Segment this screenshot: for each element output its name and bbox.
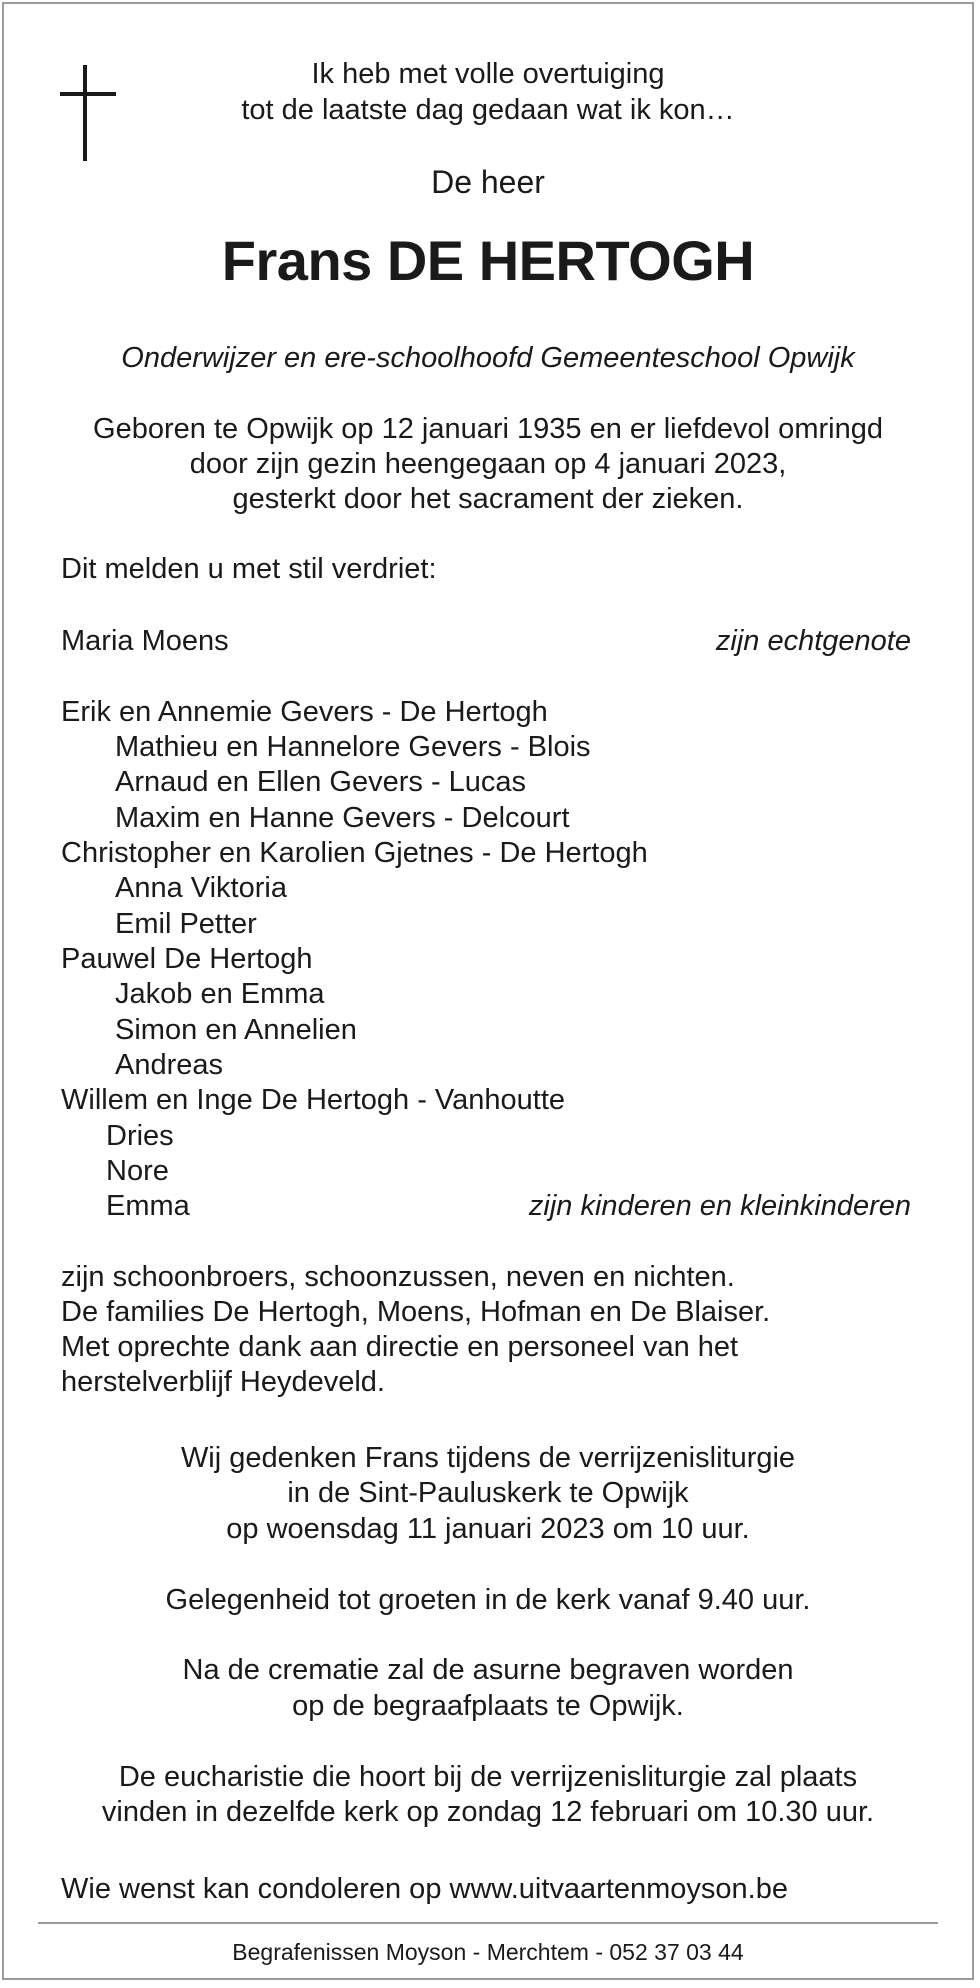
extended-family-line: De families De Hertogh, Moens, Hofman en De Blaiser.	[61, 1296, 771, 1328]
family-line: Emil Petter	[115, 908, 257, 940]
burial-line-1: Na de crematie zal de asurne begraven worden	[182, 1654, 794, 1686]
eucharist-line-2: vinden in dezelfde kerk op zondag 12 februari om 10.30 uur.	[101, 1796, 875, 1828]
eucharist-line-1: De eucharistie die hoort bij de verrijzenisliturgie zal plaats	[118, 1761, 858, 1793]
family-line: Jakob en Emma	[115, 978, 325, 1010]
service-line-2: in de Sint-Pauluskerk te Opwijk	[287, 1477, 689, 1509]
announcement-intro: Dit melden u met stil verdriet:	[61, 553, 437, 585]
birth-death-line-2: door zijn gezin heengegaan op 4 januari 2023,	[189, 448, 787, 480]
family-line: Simon en Annelien	[115, 1014, 357, 1046]
birth-death-line-3: gesterkt door het sacrament der zieken.	[232, 483, 744, 515]
family-line: Nore	[106, 1155, 169, 1187]
family-line: Andreas	[115, 1049, 224, 1081]
occupation: Onderwijzer en ere-schoolhoofd Gemeenteschool Opwijk	[121, 342, 855, 374]
birth-death-line-1: Geboren te Opwijk op 12 januari 1935 en er liefdevol omringd	[93, 413, 883, 445]
service-line-3: op woensdag 11 januari 2023 om 10 uur.	[226, 1513, 750, 1545]
family-line: Willem en Inge De Hertogh - Vanhoutte	[61, 1084, 566, 1116]
spouse-name: Maria Moens	[61, 625, 229, 657]
family-line: Emma	[106, 1190, 190, 1222]
condolences: Wie wenst kan condoleren op www.uitvaartenmoyson.be	[61, 1873, 788, 1905]
family-line: Mathieu en Hannelore Gevers - Blois	[115, 731, 591, 763]
extended-family-line: Met oprechte dank aan directie en personeel van het	[61, 1331, 739, 1363]
obituary-card	[2, 2, 974, 1980]
footer-divider	[38, 1922, 938, 1924]
spouse-relation: zijn echtgenote	[715, 625, 911, 657]
family-relation: zijn kinderen en kleinkinderen	[528, 1190, 911, 1222]
family-line: Maxim en Hanne Gevers - Delcourt	[115, 802, 570, 834]
service-line-1: Wij gedenken Frans tijdens de verrijzenisliturgie	[180, 1442, 796, 1474]
deceased-name: Frans DE HERTOGH	[221, 229, 755, 292]
extended-family-line: zijn schoonbroers, schoonzussen, neven en nichten.	[61, 1261, 735, 1293]
burial-line-2: op de begraafplaats te Opwijk.	[292, 1690, 684, 1722]
extended-family-line: herstelverblijf Heydeveld.	[61, 1366, 385, 1398]
family-line: Dries	[106, 1120, 174, 1152]
family-line: Pauwel De Hertogh	[61, 943, 313, 975]
salutation: De heer	[431, 164, 545, 200]
motto-line-1: Ik heb met volle overtuiging	[311, 58, 665, 90]
footer: Begrafenissen Moyson - Merchtem - 052 37 03 44	[232, 1939, 744, 1965]
greeting: Gelegenheid tot groeten in de kerk vanaf 9.40 uur.	[165, 1584, 811, 1616]
family-line: Anna Viktoria	[115, 872, 287, 904]
family-line: Christopher en Karolien Gjetnes - De Hertogh	[61, 837, 648, 869]
family-line: Arnaud en Ellen Gevers - Lucas	[115, 766, 527, 798]
motto-line-2: tot de laatste dag gedaan wat ik kon…	[241, 94, 735, 126]
family-line: Erik en Annemie Gevers - De Hertogh	[61, 696, 548, 728]
